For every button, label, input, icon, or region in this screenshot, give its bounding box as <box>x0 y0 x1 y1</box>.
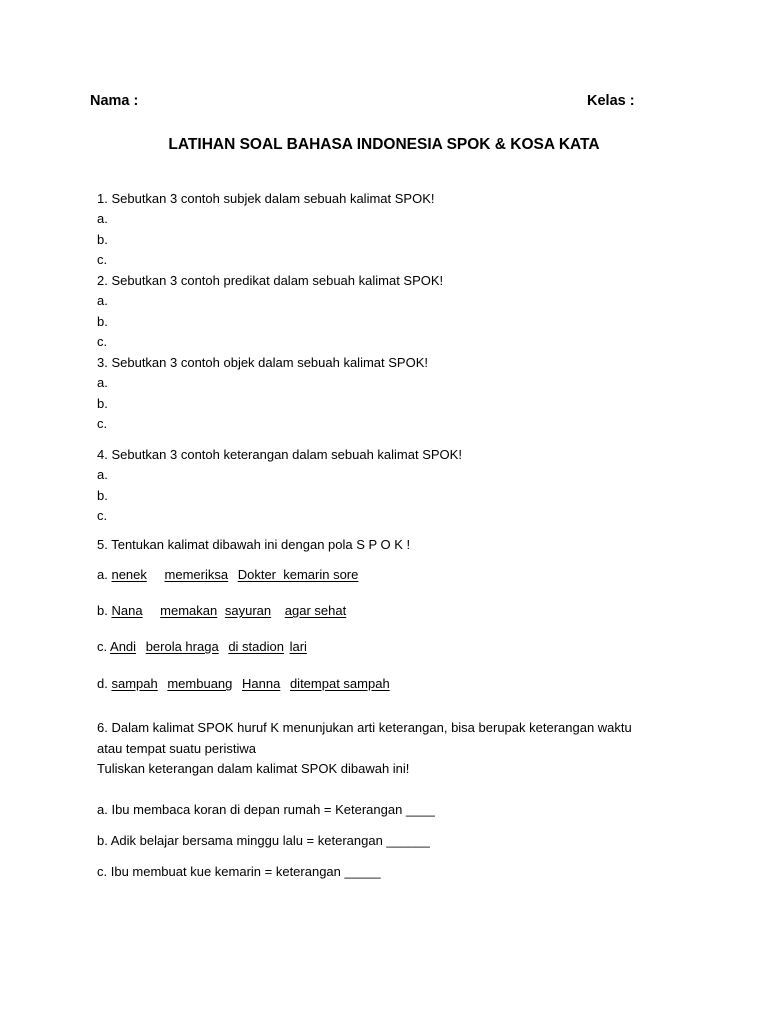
class-label: Kelas : <box>587 93 635 109</box>
spok-item-c <box>97 639 307 654</box>
spok-word: Nana <box>111 603 143 618</box>
item-prefix: d. <box>97 676 108 691</box>
item-prefix: b. <box>97 603 108 618</box>
question-6-line1: 6. Dalam kalimat SPOK huruf K menunjukan arti keterangan, bisa berupak keterangan waktu <box>97 720 632 735</box>
spok-item-d <box>97 676 390 691</box>
question-2: 2. Sebutkan 3 contoh predikat dalam sebuah kalimat SPOK! <box>97 273 444 288</box>
item-prefix: c. <box>97 639 108 654</box>
spok-word: agar sehat <box>284 603 347 618</box>
spok-word: membuang <box>167 676 233 691</box>
spok-word: Andi <box>110 639 137 654</box>
spok-word: Dokter kemarin sore <box>237 567 359 582</box>
question-4: 4. Sebutkan 3 contoh keterangan dalam sebuah kalimat SPOK! <box>97 447 462 462</box>
answer-1b: b. <box>97 232 108 247</box>
question-1: 1. Sebutkan 3 contoh subjek dalam sebuah kalimat SPOK! <box>97 191 435 206</box>
answer-2c: c. <box>97 334 108 349</box>
question-6b: b. Adik belajar bersama minggu lalu = keterangan ______ <box>97 833 430 848</box>
answer-4a: a. <box>97 467 108 482</box>
page-title: LATIHAN SOAL BAHASA INDONESIA SPOK & KOSA KATA <box>168 136 600 153</box>
answer-3c: c. <box>97 416 108 431</box>
question-5: 5. Tentukan kalimat dibawah ini dengan pola S P O K ! <box>97 537 411 552</box>
question-6-line2: atau tempat suatu peristiwa <box>97 741 256 756</box>
spok-item-b <box>97 603 346 618</box>
spok-word: berola hraga <box>145 639 219 654</box>
answer-2b: b. <box>97 314 108 329</box>
spok-word: nenek <box>111 567 147 582</box>
spok-word: sayuran <box>224 603 272 618</box>
answer-2a: a. <box>97 293 108 308</box>
answer-4b: b. <box>97 488 108 503</box>
name-label: Nama : <box>90 93 139 109</box>
item-prefix: a. <box>97 567 108 582</box>
answer-3a: a. <box>97 375 108 390</box>
spok-word: memeriksa <box>164 567 229 582</box>
question-3: 3. Sebutkan 3 contoh objek dalam sebuah kalimat SPOK! <box>97 355 428 370</box>
answer-1a: a. <box>97 211 108 226</box>
question-6c: c. Ibu membuat kue kemarin = keterangan _____ <box>97 864 381 879</box>
answer-1c: c. <box>97 252 108 267</box>
spok-word: memakan <box>160 603 218 618</box>
answer-4c: c. <box>97 508 108 523</box>
spok-word: sampah <box>111 676 158 691</box>
spok-word: Hanna <box>242 676 281 691</box>
spok-word: di stadion <box>228 639 284 654</box>
spok-item-a <box>97 567 358 582</box>
question-6-instruction: Tuliskan keterangan dalam kalimat SPOK dibawah ini! <box>97 761 410 776</box>
spok-word: ditempat sampah <box>289 676 390 691</box>
spok-word: lari <box>289 639 307 654</box>
question-6a: a. Ibu membaca koran di depan rumah = Keterangan ____ <box>97 802 435 817</box>
answer-3b: b. <box>97 396 108 411</box>
